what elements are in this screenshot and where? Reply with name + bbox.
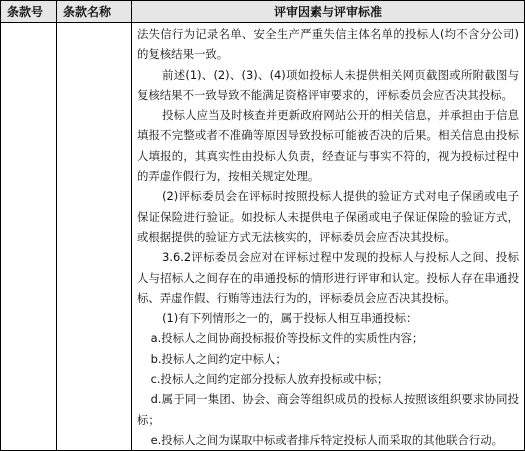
header-clause-number: 条款号 xyxy=(1,1,57,23)
criteria-cell xyxy=(132,23,525,451)
paragraph-5: 3.6.2评标委员会应对在评标过程中发现的投标人与投标人之间、投标人与招标人之间存在的串通投标的情形进行评审和认定。投标人存在串通投标、弄虚作假、行贿等违法行为的，评标委员会应否决其投标。 xyxy=(137,250,519,305)
table-row xyxy=(1,23,525,451)
table-header-row xyxy=(1,1,525,23)
paragraph-2: 前述(1)、(2)、(3)、(4)项如投标人未提供相关网页截图或所附截图与复核结果不一致导致不能满足资格评审要求的，评标委员会应否决其投标。 xyxy=(137,67,519,102)
list-item-b: b.投标人之间约定中标人； xyxy=(150,351,287,366)
list-item-c: c.投标人之间约定部分投标人放弃投标或中标； xyxy=(150,372,389,387)
clause-number-cell xyxy=(1,23,57,451)
list-item-d: d.属于同一集团、协会、商会等组织成员的投标人按照该组织要求协同投标； xyxy=(137,392,519,427)
clause-name-cell xyxy=(57,23,132,451)
list-item-e: e.投标人之间为谋取中标或者排斥特定投标人而采取的其他联合行动。 xyxy=(150,432,504,447)
header-clause-name: 条款名称 xyxy=(57,1,132,23)
header-review-criteria: 评审因素与评审标准 xyxy=(132,1,525,23)
paragraph-3: 投标人应当及时核查并更新政府网站公开的相关信息，并承担由于信息填报不完整或者不准确等原因导致投标可能被否决的后果。相关信息由投标人填报的，其真实性由投标人负责，经查证与事实不符的，视为投标过程中的弄虚作假行为，按相关规定处理。 xyxy=(137,108,519,184)
paragraph-1: 法失信行为记录名单、安全生产严重失信主体名单的投标人(均不含分公司)的复核结果一致。 xyxy=(137,27,519,62)
paragraph-4: (2)评标委员会在评标时按照投标人提供的验证方式对电子保函或电子保证保险进行验证。如投标人未提供电子保函或电子保证保险的验证方式，或根据提供的验证方式无法核实的，评标委员会应否决其投标。 xyxy=(137,189,519,244)
list-item-a: a.投标人之间协商投标报价等投标文件的实质性内容； xyxy=(150,331,424,346)
paragraph-6: (1)有下列情形之一的，属于投标人相互串通投标： xyxy=(162,311,418,326)
